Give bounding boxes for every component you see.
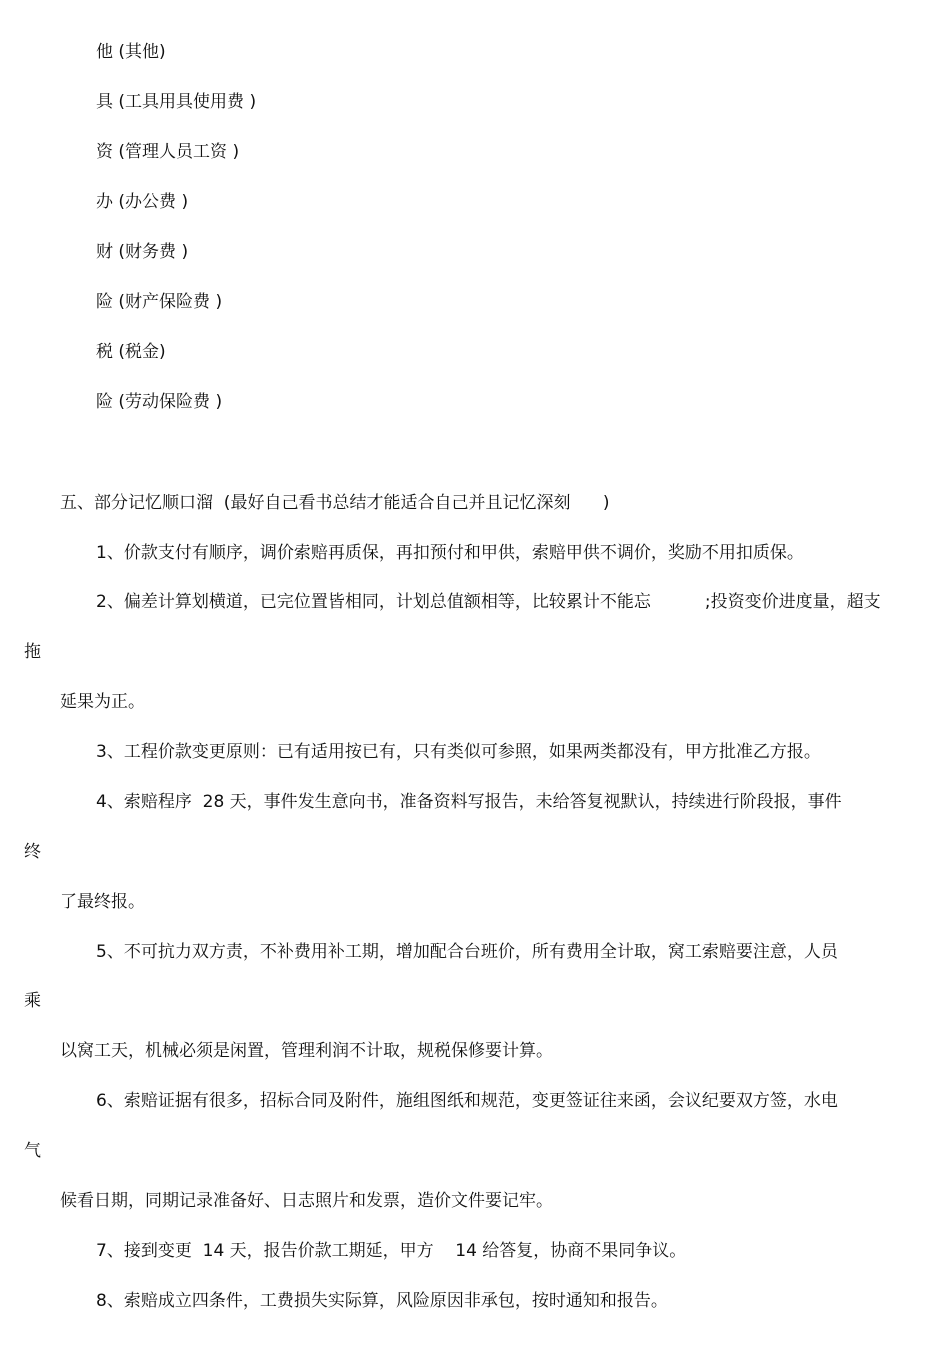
cost-item-finance: 财 (财务费 ) [96,242,189,262]
cost-item-labor-insurance: 险 (劳动保险费 ) [96,392,223,412]
cost-item-property-insurance: 险 (财产保险费 ) [96,292,223,312]
section-heading: 五、部分记忆顺口溜 (最好自己看书总结才能适合自己并且记忆深刻 ) [60,493,610,513]
mnemonic-item-5-line-3: 以窝工天，机械必须是闲置，管理利润不计取，规税保修要计算。 [60,1041,553,1061]
mnemonic-item-2-line-3: 延果为正。 [60,692,145,712]
mnemonic-item-3: 3、工程价款变更原则：已有适用按已有，只有类似可参照，如果两类都没有，甲方批准乙方报。 [96,742,821,762]
cost-item-office: 办 (办公费 ) [96,192,189,212]
mnemonic-item-6-line-2: 气 [24,1141,41,1161]
mnemonic-item-1: 1、价款支付有顺序，调价索赔再质保，再扣预付和甲供，索赔甲供不调价，奖励不用扣质保。 [96,543,804,563]
mnemonic-item-7: 7、接到变更 14 天，报告价款工期延，甲方 14 给答复，协商不果同争议。 [96,1241,687,1261]
cost-item-tax: 税 (税金) [96,342,166,362]
mnemonic-item-4-line-1: 4、索赔程序 28 天，事件发生意向书，准备资料写报告，未给答复视默认，持续进行阶段报，事件 [96,792,842,812]
mnemonic-item-5-line-2: 乘 [24,991,41,1011]
mnemonic-item-6-line-1: 6、索赔证据有很多，招标合同及附件，施组图纸和规范，变更签证往来函，会议纪要双方签，水电 [96,1091,838,1111]
cost-item-management-wages: 资 (管理人员工资 ) [96,142,240,162]
mnemonic-item-4-line-2: 终 [24,842,41,862]
cost-item-tools: 具 (工具用具使用费 ) [96,92,257,112]
mnemonic-item-8: 8、索赔成立四条件，工费损失实际算，风险原因非承包，按时通知和报告。 [96,1291,668,1311]
mnemonic-item-6-line-3: 候看日期，同期记录准备好、日志照片和发票，造价文件要记牢。 [60,1191,553,1211]
mnemonic-item-5-line-1: 5、不可抗力双方责，不补费用补工期，增加配合台班价，所有费用全计取，窝工索赔要注意，人员 [96,942,838,962]
mnemonic-item-2-line-1: 2、偏差计算划横道，已完位置皆相同，计划总值额相等，比较累计不能忘 ;投资变价进度量，超支 [96,592,881,612]
mnemonic-item-2-line-2: 拖 [24,642,41,662]
cost-item-other: 他 (其他) [96,42,166,62]
mnemonic-item-4-line-3: 了最终报。 [60,892,145,912]
